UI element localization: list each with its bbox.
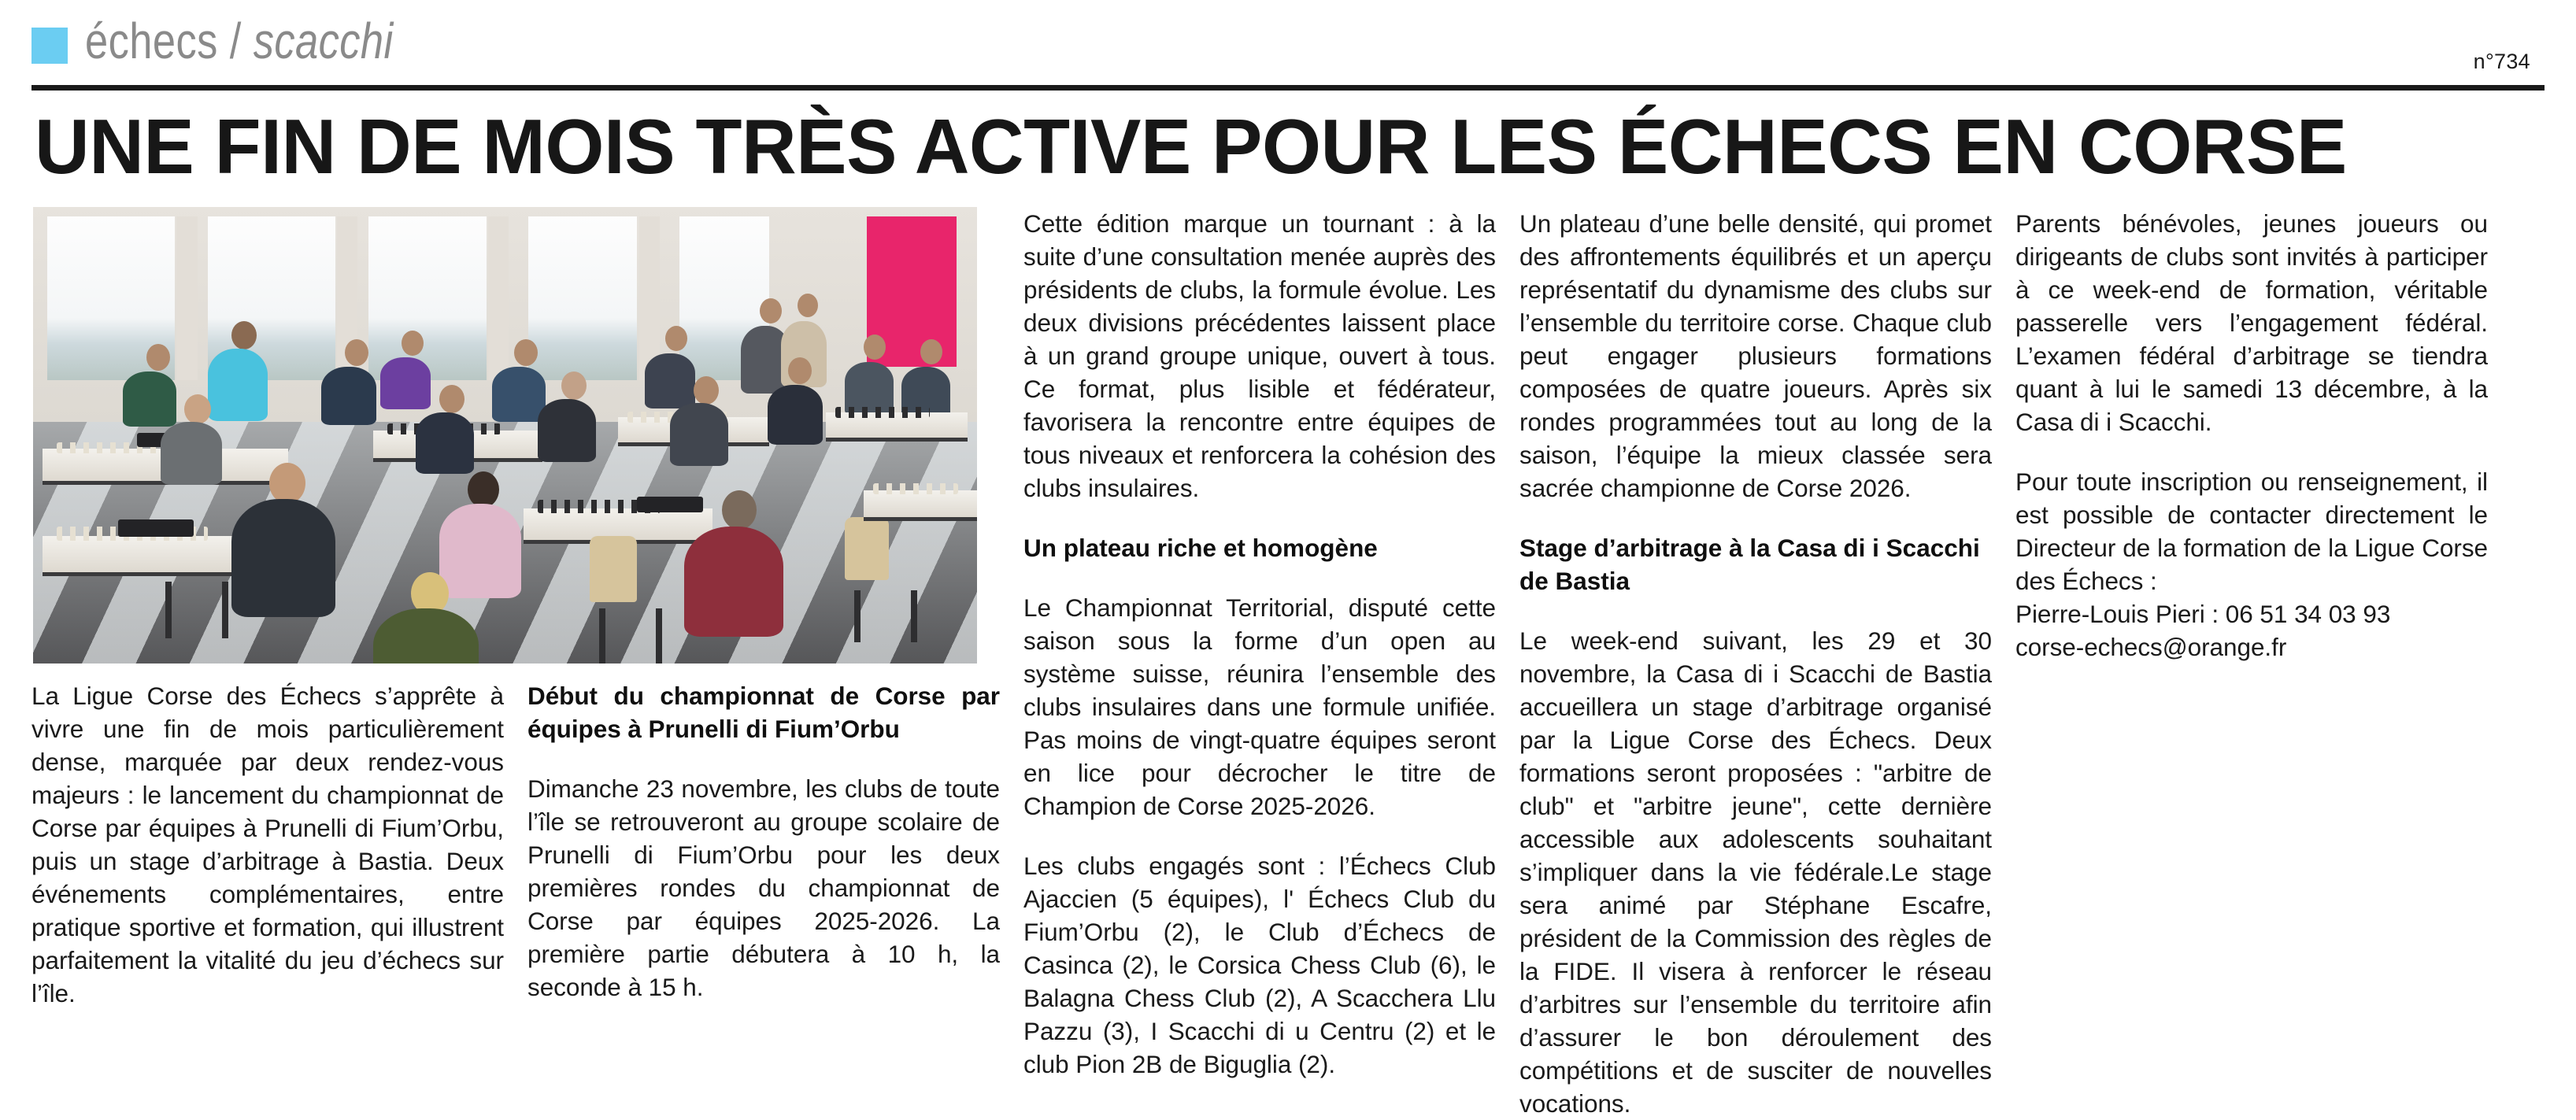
contact-email[interactable]: corse-echecs@orange.fr — [2015, 632, 2287, 661]
issue-number: n°734 — [2473, 50, 2530, 73]
column-4 — [1519, 207, 1992, 1120]
page-title: UNE FIN DE MOIS TRÈS ACTIVE POUR LES ÉCHECS EN CORSE — [35, 103, 2347, 190]
paragraph-dimanche-23-novembre: Dimanche 23 novembre, les clubs de toute l’île se retrouveront au groupe scolaire de Prunelli di Fium’Orbu pour les deux premières rondes du championnat de Corse par équipes 2025-2026. La première partie débutera à 10 h, la seconde à 15 h. — [527, 774, 1000, 1001]
paragraph-championnat-territorial: Le Championnat Territorial, disputé cette saison sous la forme d’un open au système suisse, réunira l’ensemble des clubs insulaires dans une formule unifiée. Pas moins de vingt-quatre équipes seront en lice pour décrocher le titre de Champion de Corse 2025-2026. — [1023, 593, 1496, 820]
caption-and-first-column — [31, 663, 1000, 1010]
paragraph-plateau-densite: Un plateau d’une belle densité, qui promet des affrontements équilibrés et un aperçu représentatif du dynamisme des clubs sur l’ensemble du territoire corse. Chaque club peut engager plusieurs formations composées de quatre joueurs. Après six rondes programmées tout au long de la saison, l’équipe la mieux classée sera sacrée championne de Corse 2026. — [1519, 209, 1992, 502]
masthead — [31, 0, 2545, 85]
column-5 — [2015, 207, 2488, 1120]
paragraph-clubs-engages: Les clubs engagés sont : l’Échecs Club Ajaccien (5 équipes), l' Échecs Club du Fium’Orbu (2), le Club d’Échecs de Casinca (2), le Corsica Chess Club (6), le Balagna Chess Club (2), A Scacchera Llu Pazzu (3), I Scacchi di u Centru (2) et le club Pion 2B de Biguglia (2). — [1023, 851, 1496, 1078]
subheading-stage-arbitrage: Stage d’arbitrage à la Casa di i Scacchi de Bastia — [1519, 533, 1980, 595]
section-marker-square — [31, 28, 68, 64]
photo-caption: La Ligue Corse des Échecs s’apprête à vivre une fin de mois particulièrement dense, marquée par deux rendez-vous majeurs : le lancement du championnat de Corse par équipes à Prunelli di Fium’Orbu, puis un stage d’arbitrage à Bastia. Deux événements complémentaires, entre pratique sportive et formation, qui illustrent parfaitement la vitalité du jeu d’échecs sur l’île. — [31, 681, 504, 1007]
column-2 — [527, 663, 1000, 1010]
section-title-separator: / — [217, 13, 254, 69]
section-title-it: scacchi — [253, 13, 394, 69]
paragraph-parents-benevoles: Parents bénévoles, jeunes joueurs ou dirigeants de clubs sont invités à participer à ce week-end de formation, véritable passerelle vers l’engagement fédéral. L’examen fédéral d’arbitrage se tiendra quant à lui le samedi 13 décembre, à la Casa di i Scacchi. — [2015, 209, 2488, 436]
article-body — [31, 207, 2545, 1120]
article-photo — [33, 207, 977, 663]
masthead-rule — [31, 85, 2545, 91]
paragraph-cette-edition: Cette édition marque un tournant : à la suite d’une consultation menée auprès des présidents de clubs, la formule évolue. Les deux divisions précédentes laissent place à un grand groupe unique, ouvert à tous. Ce format, plus lisible et fédérateur, favorisera la rencontre entre équipes de tous niveaux et renforcera la cohésion des clubs insulaires. — [1023, 209, 1496, 502]
column-group-left — [31, 207, 1000, 1120]
contact-phone: Pierre-Louis Pieri : 06 51 34 03 93 — [2015, 599, 2391, 628]
paragraph-inscription: Pour toute inscription ou renseignement, il est possible de contacter directement le Directeur de la formation de la Ligue Corse des Échecs : — [2015, 467, 2488, 595]
column-1 — [31, 663, 504, 1010]
section-title — [85, 13, 394, 69]
column-3 — [1023, 207, 1496, 1120]
paragraph-week-end-suivant: Le week-end suivant, les 29 et 30 novembre, la Casa di i Scacchi de Bastia accueillera un stage d’arbitrage organisé par la Ligue Corse des Échecs. Deux formations seront proposées : "arbitre de club" et "arbitre jeune", cette dernière accessible aux adolescents souhaitant s’impliquer dans la vie fédérale.Le stage sera animé par Stéphane Escafre, président de la Commission des règles de la FIDE. Il visera à renforcer le réseau d’arbitres sur l’ensemble du territoire afin d’assurer le bon déroulement des compétitions et de susciter de nouvelles vocations. — [1519, 626, 1992, 1118]
section-title-fr: échecs — [85, 13, 218, 69]
subheading-championnat: Début du championnat de Corse par équipes à Prunelli di Fium’Orbu — [527, 681, 1000, 743]
subheading-plateau-riche: Un plateau riche et homogène — [1023, 533, 1378, 562]
